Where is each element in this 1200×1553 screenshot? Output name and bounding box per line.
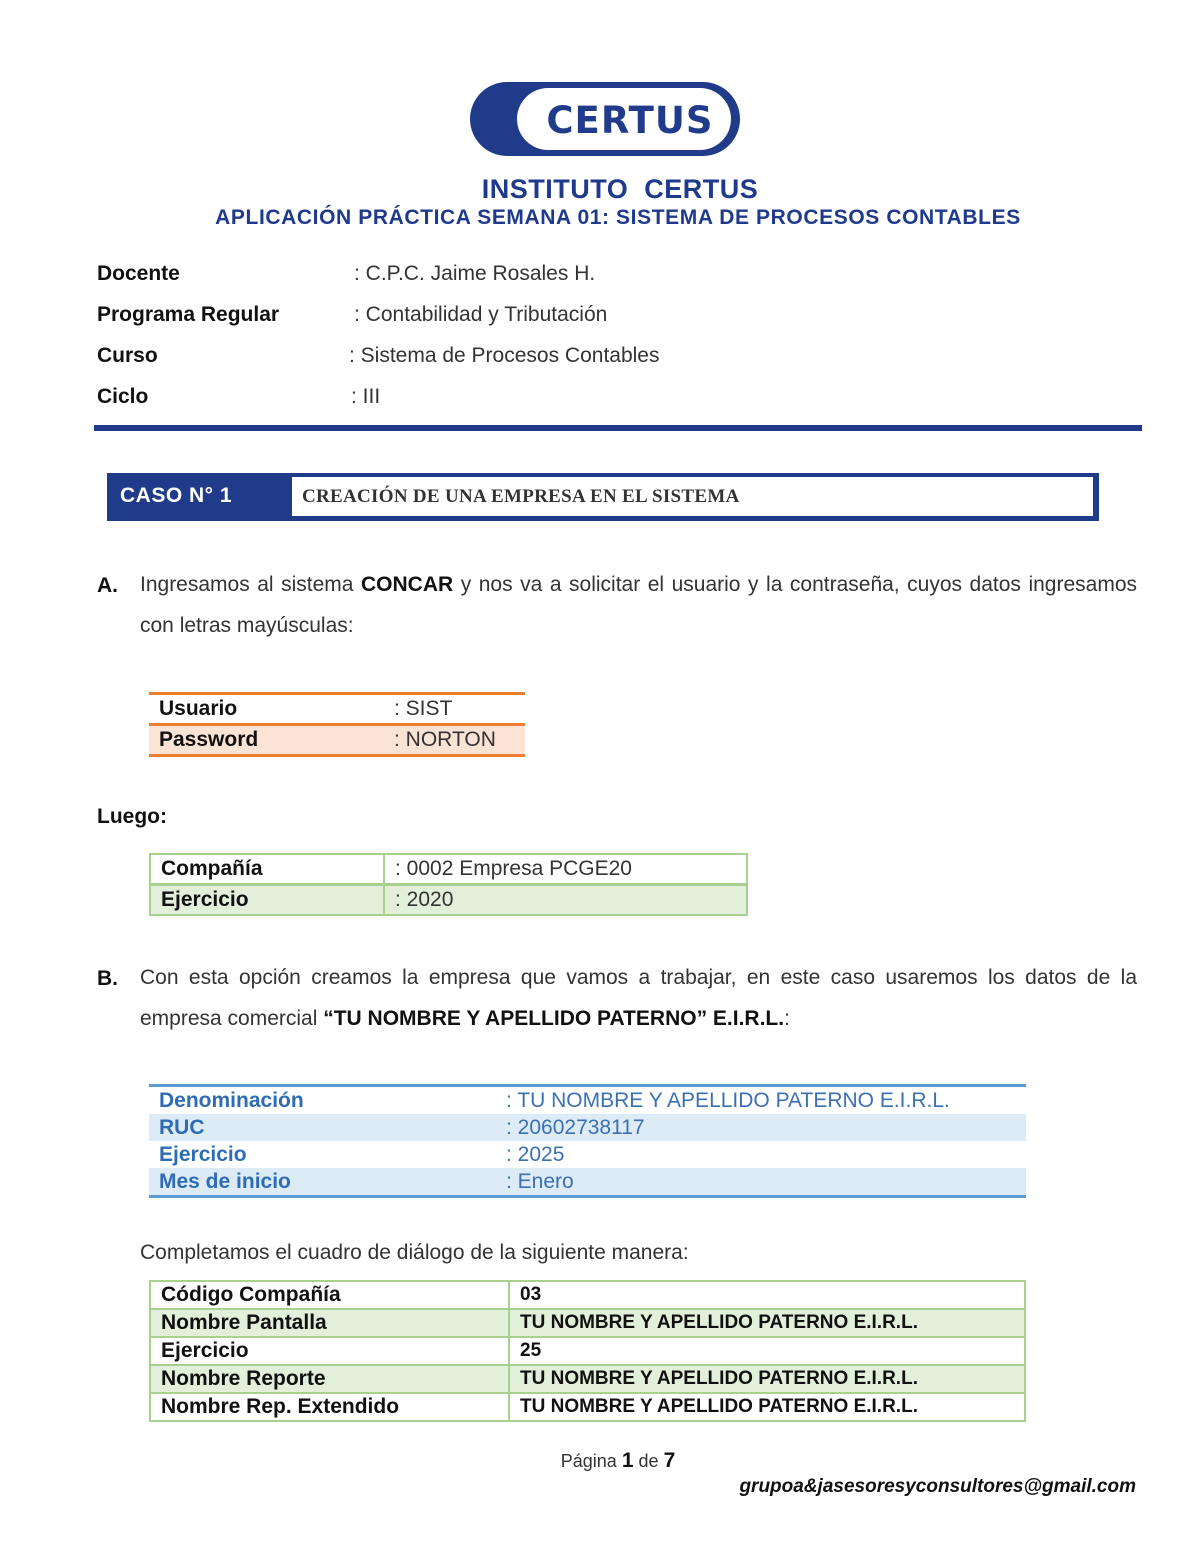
section-b-text xyxy=(140,957,1137,1039)
table-row xyxy=(149,694,525,725)
company-name-term: “TU NOMBRE Y APELLIDO PATERNO” E.I.R.L. xyxy=(323,1007,785,1030)
info-label: Programa Regular xyxy=(97,303,280,326)
company-table xyxy=(149,853,748,916)
footer-email: grupoa&jasesoresyconsultores@gmail.com xyxy=(739,1476,1136,1497)
info-row-ciclo xyxy=(97,385,897,415)
dialog-label: Ejercicio xyxy=(150,1337,509,1365)
dialog-label: Código Compañía xyxy=(150,1281,509,1309)
info-row-curso xyxy=(97,344,897,374)
info-row-docente xyxy=(97,262,897,292)
empresa-value: : 20602738117 xyxy=(506,1114,1026,1141)
text-run: y nos va a solicitar el usuario y la contraseña, cuyos datos ingresamos con letras mayúsculas: xyxy=(140,573,1138,637)
company-label: Compañía xyxy=(150,854,384,885)
certus-logo xyxy=(468,80,742,158)
luego-label: Luego: xyxy=(97,805,167,828)
page-of: de xyxy=(638,1451,659,1471)
dialog-label: Nombre Reporte xyxy=(150,1365,509,1393)
info-value: : III xyxy=(351,385,381,408)
page-total: 7 xyxy=(663,1449,676,1472)
empresa-table xyxy=(149,1084,1026,1198)
table-row xyxy=(150,1393,1025,1421)
table-row xyxy=(150,1309,1025,1337)
info-value: : C.P.C. Jaime Rosales H. xyxy=(354,262,596,285)
header-divider xyxy=(94,425,1142,431)
section-a-text xyxy=(140,564,1137,646)
empresa-value: : 2025 xyxy=(506,1143,565,1166)
login-table xyxy=(149,692,525,757)
text-run: : xyxy=(784,1007,790,1030)
dialog-label: Nombre Pantalla xyxy=(150,1309,509,1337)
section-b-marker: B. xyxy=(97,967,118,990)
dialog-table xyxy=(149,1280,1026,1422)
dialog-value: 25 xyxy=(509,1337,1025,1365)
section-a-marker: A. xyxy=(97,574,118,597)
page-word: Página xyxy=(560,1451,617,1471)
table-row xyxy=(149,1086,1026,1115)
company-value: : 0002 Empresa PCGE20 xyxy=(384,854,747,885)
dialog-value: TU NOMBRE Y APELLIDO PATERNO E.I.R.L. xyxy=(509,1365,1025,1393)
case-title: CREACIÓN DE UNA EMPRESA EN EL SISTEMA xyxy=(302,486,740,507)
table-row xyxy=(150,885,747,916)
info-row-programa xyxy=(97,303,897,333)
page-current: 1 xyxy=(621,1449,634,1472)
dialog-label: Nombre Rep. Extendido xyxy=(150,1393,509,1421)
concar-term: CONCAR xyxy=(361,573,454,596)
table-row xyxy=(149,1168,1026,1197)
page-number xyxy=(0,1449,1200,1473)
dialog-value: TU NOMBRE Y APELLIDO PATERNO E.I.R.L. xyxy=(509,1393,1025,1421)
empresa-label: Mes de inicio xyxy=(149,1168,506,1197)
login-label: Password xyxy=(149,725,394,756)
company-value: : 2020 xyxy=(384,885,747,916)
empresa-value: : TU NOMBRE Y APELLIDO PATERNO E.I.R.L. xyxy=(506,1086,1026,1115)
text-run: Con esta opción creamos la empresa que vamos a trabajar, en este caso usaremos los datos de la empresa comercial xyxy=(140,966,1137,1030)
dialog-value: 03 xyxy=(509,1281,1025,1309)
table-row xyxy=(150,1281,1025,1309)
table-row xyxy=(149,1141,1026,1168)
institute-title: INSTITUTO CERTUS xyxy=(481,174,759,204)
dialog-value: TU NOMBRE Y APELLIDO PATERNO E.I.R.L. xyxy=(509,1309,1025,1337)
info-label: Curso xyxy=(97,344,158,367)
info-value: : Contabilidad y Tributación xyxy=(354,303,608,326)
table-row xyxy=(150,1365,1025,1393)
logo-text: CERTUS xyxy=(546,99,714,142)
info-label: Ciclo xyxy=(97,385,149,408)
table-row xyxy=(150,854,747,885)
login-value: : SIST xyxy=(394,694,525,725)
login-label: Usuario xyxy=(149,694,394,725)
case-label: CASO N° 1 xyxy=(120,484,233,507)
empresa-label: Denominación xyxy=(149,1086,506,1115)
company-label: Ejercicio xyxy=(150,885,384,916)
practice-subtitle: APLICACIÓN PRÁCTICA SEMANA 01: SISTEMA DE PROCESOS CONTABLES xyxy=(215,206,1021,229)
table-row xyxy=(150,1337,1025,1365)
info-value: : Sistema de Procesos Contables xyxy=(349,344,660,367)
empresa-label: RUC xyxy=(149,1114,506,1141)
empresa-label: Ejercicio xyxy=(159,1143,247,1166)
text-run: Ingresamos al sistema xyxy=(140,573,361,596)
empresa-value: : Enero xyxy=(506,1168,1026,1197)
login-value: : NORTON xyxy=(394,725,525,756)
table-row xyxy=(149,725,525,756)
dialog-intro: Completamos el cuadro de diálogo de la siguiente manera: xyxy=(140,1241,689,1264)
info-label: Docente xyxy=(97,262,180,285)
table-row xyxy=(149,1114,1026,1141)
